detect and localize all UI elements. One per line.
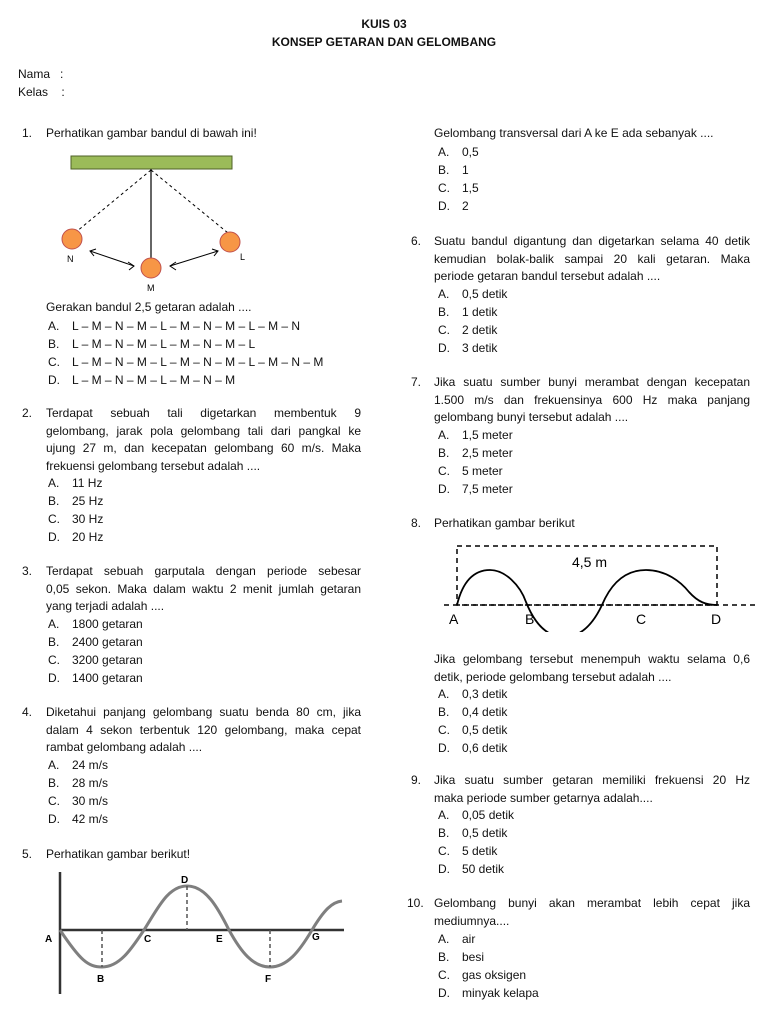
option-letter: C. xyxy=(48,653,60,667)
option-letter: C. xyxy=(48,794,60,808)
option-letter: D. xyxy=(438,862,450,876)
option-text: L – M – N – M – L – M – N – M – L – M – N – M xyxy=(72,355,324,369)
question-text-line: gelombang, jarak pola gelombang tali dari pangkal ke xyxy=(46,423,361,438)
answer-option xyxy=(48,335,255,353)
question-text-line: Gelombang bunyi akan merambat lebih cepat jika xyxy=(434,896,750,910)
nama-label: Nama : xyxy=(18,67,64,81)
answer-option xyxy=(48,792,108,810)
answer-option xyxy=(438,930,475,948)
question-text-line: Diketahui panjang gelombang suatu benda 80 cm, jika xyxy=(46,705,361,719)
wave-figure-q8 xyxy=(440,540,760,632)
option-text: 24 m/s xyxy=(72,758,109,772)
option-letter: C. xyxy=(438,968,450,982)
answer-option xyxy=(438,703,507,721)
option-letter: A. xyxy=(48,476,60,490)
bob-m xyxy=(141,258,161,278)
answer-option xyxy=(48,774,108,792)
option-letter: D. xyxy=(438,341,450,355)
option-text: 1,5 meter xyxy=(462,428,513,442)
option-text: 5 detik xyxy=(462,844,498,858)
option-text: 42 m/s xyxy=(72,812,109,826)
question-number: 3. xyxy=(22,564,33,578)
question-text-line: Jika suatu sumber bunyi merambat dengan kecepatan xyxy=(434,375,750,389)
option-text: gas oksigen xyxy=(462,968,527,982)
option-letter: B. xyxy=(438,305,450,319)
answer-option xyxy=(438,303,497,321)
question-text-line: Terdapat sebuah garputala dengan periode sebesar xyxy=(46,564,361,578)
option-letter: A. xyxy=(48,319,60,333)
option-text: 1800 getaran xyxy=(72,617,143,631)
svg-text:C: C xyxy=(636,611,647,627)
page-title: KUIS 03 xyxy=(361,17,407,31)
option-text: 1 xyxy=(462,163,469,177)
answer-option xyxy=(438,860,504,878)
option-letter: D. xyxy=(48,812,60,826)
question-text-line: periode getaran bandul tersebut adalah .... xyxy=(434,269,661,283)
answer-option xyxy=(438,179,479,197)
answer-option xyxy=(48,317,300,335)
question-number: 5. xyxy=(22,847,33,861)
option-letter: A. xyxy=(438,808,450,822)
answer-option xyxy=(438,321,497,339)
option-text: 0,4 detik xyxy=(462,705,508,719)
option-letter: B. xyxy=(48,635,60,649)
question-text-line: rambat gelombang adalah .... xyxy=(46,740,203,754)
question-text-line: gelombang bunyi tersebut adalah .... xyxy=(434,410,629,424)
answer-option xyxy=(438,685,507,703)
question-text-line: dalam 4 sekon terbentuk 120 gelombang, maka cepat xyxy=(46,722,361,737)
answer-option xyxy=(438,197,469,215)
option-text: 50 detik xyxy=(462,862,505,876)
answer-option xyxy=(48,492,103,510)
option-text: 5 meter xyxy=(462,464,503,478)
option-letter: A. xyxy=(438,145,450,159)
option-letter: A. xyxy=(438,428,450,442)
option-letter: B. xyxy=(438,163,450,177)
question-text: Gerakan bandul 2,5 getaran adalah .... xyxy=(46,300,252,314)
label-n: N xyxy=(67,254,74,264)
answer-option xyxy=(48,353,323,371)
question-text-line: ujung 27 m, dan kecepatan gelombang 60 m/s. Maka xyxy=(46,441,361,455)
option-letter: D. xyxy=(438,199,450,213)
option-text: 0,5 detik xyxy=(462,723,508,737)
answer-option xyxy=(438,966,526,984)
question-text-line: mediumnya.... xyxy=(434,913,510,928)
answer-option xyxy=(48,474,102,492)
wave-figure-q5 xyxy=(40,868,350,1003)
option-text: 1 detik xyxy=(462,305,498,319)
question-text-line: frekuensi gelombang tersebut adalah .... xyxy=(46,458,261,473)
option-letter: B. xyxy=(48,494,60,508)
answer-option xyxy=(438,285,507,303)
option-letter: B. xyxy=(438,826,450,840)
label-m: M xyxy=(147,283,155,293)
question-text: Perhatikan gambar bandul di bawah ini! xyxy=(46,126,257,140)
option-letter: A. xyxy=(438,687,450,701)
option-letter: A. xyxy=(48,617,60,631)
pendulum-string-left xyxy=(76,170,151,232)
answer-option xyxy=(48,810,108,828)
option-letter: B. xyxy=(438,950,450,964)
option-text: 30 Hz xyxy=(72,512,104,526)
answer-option xyxy=(438,339,497,357)
question-number: 1. xyxy=(22,126,33,140)
answer-option xyxy=(438,806,514,824)
svg-text:F: F xyxy=(265,974,272,985)
option-text: besi xyxy=(462,950,485,964)
option-letter: C. xyxy=(438,323,450,337)
answer-option xyxy=(48,510,103,528)
answer-option xyxy=(438,721,507,739)
question-text-line: yang terjadi adalah .... xyxy=(46,599,165,613)
question-number: 10. xyxy=(407,896,424,910)
wave-curve xyxy=(457,570,717,632)
option-text: 0,5 detik xyxy=(462,826,508,840)
option-text: 11 Hz xyxy=(72,476,103,490)
answer-option xyxy=(438,161,469,179)
option-letter: C. xyxy=(438,844,450,858)
answer-option xyxy=(48,528,103,546)
option-letter: B. xyxy=(48,337,60,351)
question-number: 8. xyxy=(411,516,422,530)
svg-text:G: G xyxy=(312,932,320,943)
label-l: L xyxy=(240,252,246,262)
svg-text:D: D xyxy=(711,611,722,627)
svg-text:C: C xyxy=(144,934,152,945)
answer-option xyxy=(438,480,513,498)
pendulum-support-bar xyxy=(71,156,232,169)
option-letter: C. xyxy=(48,512,60,526)
svg-text:B: B xyxy=(97,974,105,985)
question-text-line: detik, periode gelombang tersebut adalah .... xyxy=(434,669,672,684)
option-letter: C. xyxy=(438,723,450,737)
option-text: 0,05 detik xyxy=(462,808,515,822)
svg-text:A: A xyxy=(45,934,53,945)
option-text: minyak kelapa xyxy=(462,986,539,1000)
question-text: Perhatikan gambar berikut xyxy=(434,516,575,530)
question-text-line: 0,05 sekon. Maka dalam waktu 2 menit jumlah getaran xyxy=(46,581,361,596)
answer-option xyxy=(438,426,513,444)
svg-text:D: D xyxy=(181,875,189,886)
answer-option xyxy=(438,444,513,462)
svg-text:A: A xyxy=(449,611,459,627)
question-number: 2. xyxy=(22,406,33,420)
option-letter: C. xyxy=(48,355,60,369)
question-text: Gelombang transversal dari A ke E ada sebanyak .... xyxy=(434,126,714,140)
option-letter: A. xyxy=(438,932,450,946)
option-text: 3200 getaran xyxy=(72,653,143,667)
option-text: 0,6 detik xyxy=(462,741,508,755)
option-text: 0,5 detik xyxy=(462,287,508,301)
option-text: 2400 getaran xyxy=(72,635,143,649)
option-letter: D. xyxy=(438,986,450,1000)
option-text: 3 detik xyxy=(462,341,498,355)
option-text: L – M – N – M – L – M – N – M xyxy=(72,373,236,387)
option-text: 0,3 detik xyxy=(462,687,508,701)
bob-l xyxy=(220,232,240,252)
pendulum-figure xyxy=(40,150,270,295)
answer-option xyxy=(438,824,507,842)
page-subtitle: KONSEP GETARAN DAN GELOMBANG xyxy=(271,35,497,49)
option-text: 28 m/s xyxy=(72,776,109,790)
answer-option xyxy=(438,984,539,1002)
question-text-line: Jika suatu sumber getaran memiliki frekuensi 20 Hz xyxy=(434,773,750,787)
option-letter: A. xyxy=(48,758,60,772)
option-text: 2 xyxy=(462,199,469,213)
answer-option xyxy=(48,651,143,669)
option-text: 30 m/s xyxy=(72,794,109,808)
option-letter: B. xyxy=(48,776,60,790)
option-letter: C. xyxy=(438,464,450,478)
question-number: 9. xyxy=(411,773,422,787)
option-text: 1,5 xyxy=(462,181,479,195)
answer-option xyxy=(438,143,479,161)
question-text-line: Jika gelombang tersebut menempuh waktu selama 0,6 xyxy=(434,652,750,666)
option-letter: D. xyxy=(438,482,450,496)
bob-n xyxy=(62,229,82,249)
option-text: 20 Hz xyxy=(72,530,104,544)
question-text-line: maka periode sumber getarnya adalah.... xyxy=(434,790,653,805)
option-letter: A. xyxy=(438,287,450,301)
svg-text:4,5 m: 4,5 m xyxy=(572,554,608,570)
option-text: L – M – N – M – L – M – N – M – L – M – N xyxy=(72,319,301,333)
question-text-line: Terdapat sebuah tali digetarkan membentuk 9 xyxy=(46,406,361,420)
option-text: 7,5 meter xyxy=(462,482,513,496)
pendulum-string-right xyxy=(151,170,228,233)
question-text-line: Suatu bandul digantung dan digetarkan selama 40 detik xyxy=(434,234,750,248)
answer-option xyxy=(48,633,143,651)
arrow-m-l xyxy=(170,251,218,266)
option-text: 2,5 meter xyxy=(462,446,513,460)
option-letter: D. xyxy=(48,671,60,685)
option-text: 2 detik xyxy=(462,323,498,337)
answer-option xyxy=(438,462,503,480)
question-text-line: 1.500 m/s dan frekuensinya 600 Hz maka panjang xyxy=(434,392,750,407)
option-letter: D. xyxy=(48,373,60,387)
arrow-n-m xyxy=(90,251,134,266)
option-text: 25 Hz xyxy=(72,494,104,508)
answer-option xyxy=(438,842,497,860)
answer-option xyxy=(48,756,108,774)
answer-option xyxy=(48,615,143,633)
option-letter: B. xyxy=(438,705,450,719)
option-letter: D. xyxy=(48,530,60,544)
option-text: 0,5 xyxy=(462,145,479,159)
option-text: 1400 getaran xyxy=(72,671,143,685)
question-number: 7. xyxy=(411,375,422,389)
question-text: Perhatikan gambar berikut! xyxy=(46,847,191,861)
question-number: 4. xyxy=(22,705,33,719)
option-letter: C. xyxy=(438,181,450,195)
option-text: air xyxy=(462,932,476,946)
option-text: L – M – N – M – L – M – N – M – L xyxy=(72,337,256,351)
svg-text:B: B xyxy=(525,611,535,627)
answer-option xyxy=(48,371,235,389)
answer-option xyxy=(438,948,484,966)
option-letter: D. xyxy=(438,741,450,755)
answer-option xyxy=(438,739,507,757)
option-letter: B. xyxy=(438,446,450,460)
question-number: 6. xyxy=(411,234,422,248)
kelas-label: Kelas : xyxy=(18,85,65,99)
question-text-line: kemudian bolak-balik sampai 20 kali getaran. Maka xyxy=(434,251,750,266)
svg-text:E: E xyxy=(216,934,223,945)
answer-option xyxy=(48,669,143,687)
